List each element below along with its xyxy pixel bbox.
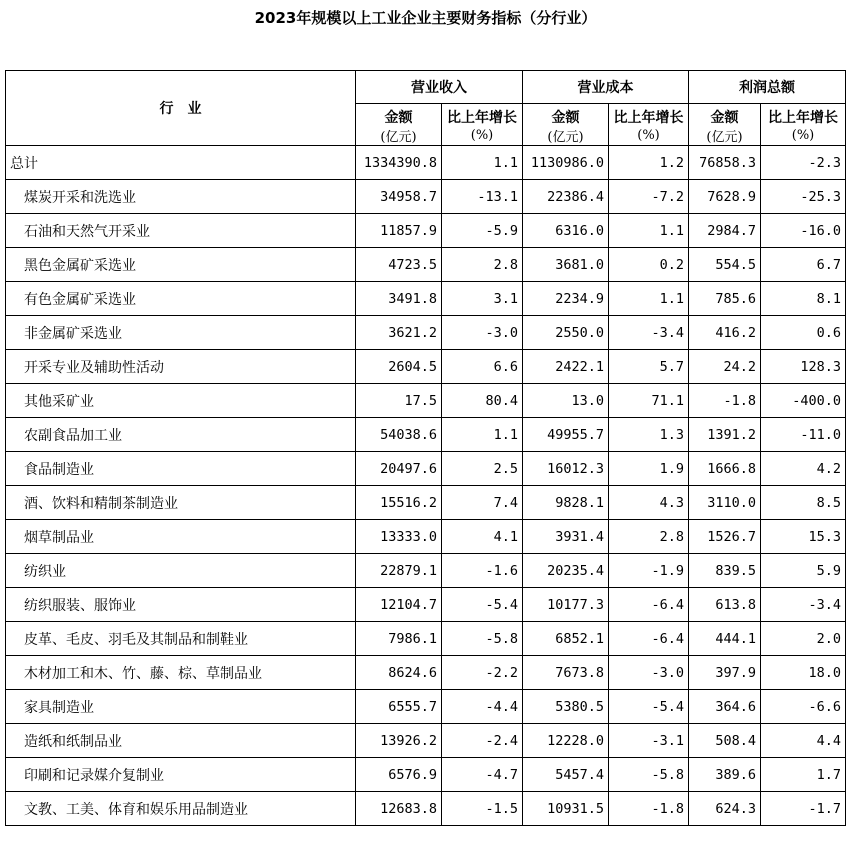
revenue-growth-cell: -5.9	[442, 214, 523, 248]
revenue-amount-cell: 54038.6	[356, 418, 442, 452]
revenue-amount-cell: 13926.2	[356, 724, 442, 758]
revenue-growth-cell: -4.4	[442, 690, 523, 724]
table-row	[6, 792, 846, 826]
table-row	[6, 180, 846, 214]
revenue-amount-cell: 20497.6	[356, 452, 442, 486]
profit-growth-unit: (%)	[761, 126, 846, 146]
profit-amount-cell: 613.8	[689, 588, 761, 622]
industry-name-cell: 皮革、毛皮、羽毛及其制品和制鞋业	[6, 622, 356, 656]
profit-growth-cell: 6.7	[761, 248, 846, 282]
profit-amount-cell: 397.9	[689, 656, 761, 690]
profit-amount-cell: 24.2	[689, 350, 761, 384]
profit-amount-cell: 1526.7	[689, 520, 761, 554]
revenue-growth-cell: 6.6	[442, 350, 523, 384]
cost-amount-cell: 5380.5	[523, 690, 609, 724]
revenue-growth-cell: 1.1	[442, 146, 523, 180]
profit-growth-cell: 1.7	[761, 758, 846, 792]
industry-name-cell: 其他采矿业	[6, 384, 356, 418]
industry-name-cell: 食品制造业	[6, 452, 356, 486]
profit-amount-cell: 389.6	[689, 758, 761, 792]
cost-amount-cell: 10931.5	[523, 792, 609, 826]
table-row	[6, 282, 846, 316]
industry-name-cell: 家具制造业	[6, 690, 356, 724]
cost-amount-cell: 6316.0	[523, 214, 609, 248]
profit-amount-cell: 785.6	[689, 282, 761, 316]
profit-growth-cell: -6.6	[761, 690, 846, 724]
revenue-growth-cell: -5.8	[442, 622, 523, 656]
cost-amount-cell: 22386.4	[523, 180, 609, 214]
profit-growth-cell: 8.1	[761, 282, 846, 316]
cost-growth-cell: 71.1	[609, 384, 689, 418]
profit-amount-cell: 7628.9	[689, 180, 761, 214]
profit-growth-cell: -25.3	[761, 180, 846, 214]
cost-amount-header: 金额	[523, 104, 609, 127]
revenue-growth-cell: 2.8	[442, 248, 523, 282]
profit-amount-cell: 508.4	[689, 724, 761, 758]
industry-name-cell: 造纸和纸制品业	[6, 724, 356, 758]
table-row	[6, 384, 846, 418]
industry-name-cell: 文教、工美、体育和娱乐用品制造业	[6, 792, 356, 826]
cost-growth-cell: 1.3	[609, 418, 689, 452]
revenue-growth-cell: 1.1	[442, 418, 523, 452]
revenue-amount-cell: 22879.1	[356, 554, 442, 588]
revenue-growth-cell: -1.5	[442, 792, 523, 826]
profit-growth-cell: 15.3	[761, 520, 846, 554]
revenue-amount-cell: 15516.2	[356, 486, 442, 520]
cost-growth-cell: 0.2	[609, 248, 689, 282]
table-row	[6, 554, 846, 588]
profit-amount-cell: 364.6	[689, 690, 761, 724]
cost-amount-cell: 2550.0	[523, 316, 609, 350]
profit-growth-cell: -11.0	[761, 418, 846, 452]
profit-amount-unit: (亿元)	[689, 126, 761, 146]
cost-header: 营业成本	[523, 71, 689, 104]
profit-amount-cell: 554.5	[689, 248, 761, 282]
profit-amount-cell: 416.2	[689, 316, 761, 350]
cost-growth-cell: 1.2	[609, 146, 689, 180]
cost-growth-cell: -7.2	[609, 180, 689, 214]
revenue-growth-cell: -4.7	[442, 758, 523, 792]
profit-growth-cell: -3.4	[761, 588, 846, 622]
revenue-header: 营业收入	[356, 71, 523, 104]
cost-amount-cell: 3931.4	[523, 520, 609, 554]
industry-name-cell: 印刷和记录媒介复制业	[6, 758, 356, 792]
profit-amount-header: 金额	[689, 104, 761, 127]
table-row	[6, 724, 846, 758]
cost-amount-cell: 1130986.0	[523, 146, 609, 180]
industry-name-cell: 开采专业及辅助性活动	[6, 350, 356, 384]
profit-growth-cell: 128.3	[761, 350, 846, 384]
revenue-amount-cell: 3621.2	[356, 316, 442, 350]
revenue-growth-cell: 2.5	[442, 452, 523, 486]
revenue-amount-cell: 7986.1	[356, 622, 442, 656]
revenue-amount-cell: 13333.0	[356, 520, 442, 554]
cost-growth-cell: -3.0	[609, 656, 689, 690]
profit-growth-cell: 4.4	[761, 724, 846, 758]
table-row	[6, 622, 846, 656]
revenue-amount-cell: 8624.6	[356, 656, 442, 690]
table-row	[6, 350, 846, 384]
profit-growth-cell: 18.0	[761, 656, 846, 690]
profit-amount-cell: -1.8	[689, 384, 761, 418]
cost-growth-cell: 1.9	[609, 452, 689, 486]
revenue-amount-cell: 3491.8	[356, 282, 442, 316]
header-row-groups	[6, 71, 846, 104]
cost-growth-cell: 2.8	[609, 520, 689, 554]
industry-header: 行 业	[6, 71, 356, 146]
cost-growth-unit: (%)	[609, 126, 689, 146]
table-row	[6, 214, 846, 248]
industry-name-cell: 有色金属矿采选业	[6, 282, 356, 316]
profit-growth-cell: -16.0	[761, 214, 846, 248]
industry-name-cell: 农副食品加工业	[6, 418, 356, 452]
cost-amount-cell: 3681.0	[523, 248, 609, 282]
revenue-amount-unit: (亿元)	[356, 126, 442, 146]
table-body	[6, 146, 846, 826]
profit-growth-cell: 4.2	[761, 452, 846, 486]
table-row	[6, 520, 846, 554]
revenue-growth-cell: -13.1	[442, 180, 523, 214]
profit-amount-cell: 1391.2	[689, 418, 761, 452]
cost-amount-cell: 9828.1	[523, 486, 609, 520]
profit-growth-cell: -400.0	[761, 384, 846, 418]
revenue-amount-cell: 2604.5	[356, 350, 442, 384]
cost-amount-cell: 5457.4	[523, 758, 609, 792]
revenue-growth-cell: -5.4	[442, 588, 523, 622]
cost-growth-cell: -1.8	[609, 792, 689, 826]
cost-amount-cell: 6852.1	[523, 622, 609, 656]
cost-growth-cell: 1.1	[609, 214, 689, 248]
revenue-growth-cell: -1.6	[442, 554, 523, 588]
revenue-growth-cell: -3.0	[442, 316, 523, 350]
cost-growth-cell: -3.1	[609, 724, 689, 758]
revenue-amount-cell: 34958.7	[356, 180, 442, 214]
table-row	[6, 656, 846, 690]
table-row	[6, 452, 846, 486]
revenue-growth-cell: 80.4	[442, 384, 523, 418]
page-title: 2023年规模以上工业企业主要财务指标（分行业）	[254, 9, 597, 27]
cost-amount-unit: (亿元)	[523, 126, 609, 146]
cost-amount-cell: 12228.0	[523, 724, 609, 758]
cost-growth-cell: -3.4	[609, 316, 689, 350]
revenue-amount-cell: 12104.7	[356, 588, 442, 622]
profit-amount-cell: 3110.0	[689, 486, 761, 520]
profit-growth-cell: 2.0	[761, 622, 846, 656]
cost-growth-cell: 5.7	[609, 350, 689, 384]
profit-growth-cell: 0.6	[761, 316, 846, 350]
cost-growth-cell: -6.4	[609, 622, 689, 656]
revenue-amount-cell: 6555.7	[356, 690, 442, 724]
industry-name-cell: 煤炭开采和洗选业	[6, 180, 356, 214]
industry-name-cell: 酒、饮料和精制茶制造业	[6, 486, 356, 520]
revenue-growth-header: 比上年增长	[442, 104, 523, 127]
profit-growth-cell: -2.3	[761, 146, 846, 180]
profit-growth-cell: 8.5	[761, 486, 846, 520]
revenue-growth-cell: -2.2	[442, 656, 523, 690]
table-row	[6, 690, 846, 724]
industry-name-cell: 总计	[6, 146, 356, 180]
industry-name-cell: 黑色金属矿采选业	[6, 248, 356, 282]
cost-amount-cell: 2234.9	[523, 282, 609, 316]
cost-amount-cell: 13.0	[523, 384, 609, 418]
cost-amount-cell: 16012.3	[523, 452, 609, 486]
table-row	[6, 146, 846, 180]
cost-amount-cell: 20235.4	[523, 554, 609, 588]
industry-name-cell: 纺织服装、服饰业	[6, 588, 356, 622]
industry-name-cell: 非金属矿采选业	[6, 316, 356, 350]
cost-amount-cell: 2422.1	[523, 350, 609, 384]
profit-header: 利润总额	[689, 71, 846, 104]
revenue-growth-cell: 4.1	[442, 520, 523, 554]
industry-name-cell: 纺织业	[6, 554, 356, 588]
profit-amount-cell: 76858.3	[689, 146, 761, 180]
cost-growth-cell: 1.1	[609, 282, 689, 316]
revenue-amount-cell: 11857.9	[356, 214, 442, 248]
revenue-growth-cell: 3.1	[442, 282, 523, 316]
profit-amount-cell: 444.1	[689, 622, 761, 656]
profit-growth-header: 比上年增长	[761, 104, 846, 127]
revenue-amount-cell: 6576.9	[356, 758, 442, 792]
cost-growth-cell: -5.4	[609, 690, 689, 724]
profit-growth-cell: -1.7	[761, 792, 846, 826]
revenue-amount-cell: 17.5	[356, 384, 442, 418]
cost-growth-cell: 4.3	[609, 486, 689, 520]
industry-name-cell: 木材加工和木、竹、藤、棕、草制品业	[6, 656, 356, 690]
cost-amount-cell: 10177.3	[523, 588, 609, 622]
profit-amount-cell: 2984.7	[689, 214, 761, 248]
profit-amount-cell: 624.3	[689, 792, 761, 826]
revenue-growth-cell: 7.4	[442, 486, 523, 520]
cost-amount-cell: 49955.7	[523, 418, 609, 452]
industry-name-cell: 烟草制品业	[6, 520, 356, 554]
revenue-amount-header: 金额	[356, 104, 442, 127]
revenue-growth-cell: -2.4	[442, 724, 523, 758]
profit-growth-cell: 5.9	[761, 554, 846, 588]
cost-amount-cell: 7673.8	[523, 656, 609, 690]
financial-indicators-table	[5, 70, 846, 826]
industry-name-cell: 石油和天然气开采业	[6, 214, 356, 248]
table-row	[6, 248, 846, 282]
profit-amount-cell: 839.5	[689, 554, 761, 588]
table-row	[6, 316, 846, 350]
revenue-amount-cell: 4723.5	[356, 248, 442, 282]
cost-growth-cell: -5.8	[609, 758, 689, 792]
revenue-growth-unit: (%)	[442, 126, 523, 146]
revenue-amount-cell: 12683.8	[356, 792, 442, 826]
table-row	[6, 758, 846, 792]
cost-growth-cell: -1.9	[609, 554, 689, 588]
profit-amount-cell: 1666.8	[689, 452, 761, 486]
cost-growth-cell: -6.4	[609, 588, 689, 622]
cost-growth-header: 比上年增长	[609, 104, 689, 127]
table-row	[6, 486, 846, 520]
table-row	[6, 418, 846, 452]
revenue-amount-cell: 1334390.8	[356, 146, 442, 180]
table-row	[6, 588, 846, 622]
